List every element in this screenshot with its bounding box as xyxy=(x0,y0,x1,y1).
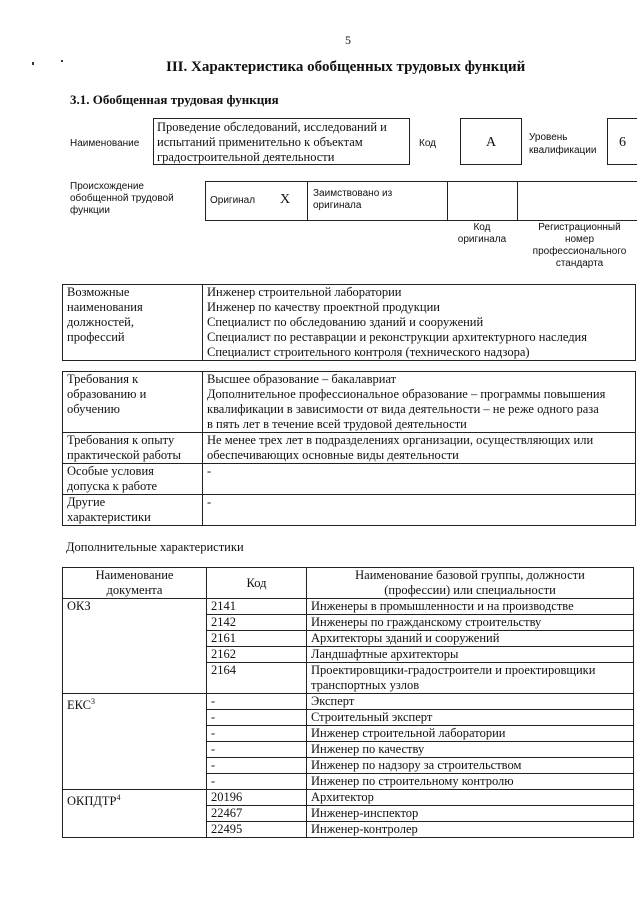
code-cell: - xyxy=(207,710,307,726)
original-mark: Х xyxy=(280,192,291,207)
name-cell: Инженеры по гражданскому строительству xyxy=(307,615,634,631)
code-cell: 22467 xyxy=(207,806,307,822)
name-cell: Эксперт xyxy=(307,694,634,710)
scan-speck xyxy=(32,62,34,65)
reg-caption: стандарта xyxy=(555,258,604,269)
gtf-level-value: 6 xyxy=(619,135,626,150)
header-name: Наименование базовой группы, должности (профессии) или специальности xyxy=(307,568,634,599)
subsection-title: 3.1. Обобщенная трудовая функция xyxy=(70,92,279,107)
additional-title: Дополнительные характеристики xyxy=(66,540,244,554)
origin-divider xyxy=(517,181,518,221)
gtf-name-line: градостроительной деятельности xyxy=(157,150,335,164)
code-cell: 20196 xyxy=(207,790,307,806)
borrowed-label: оригинала xyxy=(313,200,362,211)
position-item: Инженер по качеству проектной продукции xyxy=(207,300,440,314)
code-cell: - xyxy=(207,742,307,758)
code-cell: 2162 xyxy=(207,647,307,663)
positions-table xyxy=(62,284,636,361)
origin-label: обобщенной трудовой xyxy=(70,193,174,204)
admission-label: Особые условия допуска к работе xyxy=(63,464,203,495)
origin-label: Происхождение xyxy=(70,181,144,192)
name-cell: Инженер по надзору за строительством xyxy=(307,758,634,774)
position-item: Специалист по реставрации и реконструкции архитектурного наследия xyxy=(207,330,587,344)
code-cell: 22495 xyxy=(207,822,307,838)
code-cell: 2142 xyxy=(207,615,307,631)
table-row xyxy=(63,790,634,806)
document-cell: ЕКС$^3$ xyxy=(63,694,207,790)
position-item: Инженер строительной лаборатории xyxy=(207,285,402,299)
position-item: Специалист по обследованию зданий и сооружений xyxy=(207,315,484,329)
origin-divider xyxy=(307,181,308,221)
positions-label: Возможные наименования должностей, профессий xyxy=(63,285,203,361)
origin-table xyxy=(205,181,637,221)
code-cell: - xyxy=(207,758,307,774)
table-row xyxy=(63,599,634,615)
name-cell: Инженер-контролер xyxy=(307,822,634,838)
code-caption: оригинала xyxy=(457,234,507,245)
gtf-name-line: испытаний применительно к объектам xyxy=(157,135,363,149)
other-label: Другие характеристики xyxy=(63,495,203,526)
reg-caption: номер xyxy=(564,234,595,245)
origin-label: функции xyxy=(70,205,110,216)
name-cell: Инженер по строительному контролю xyxy=(307,774,634,790)
scan-speck xyxy=(61,60,63,62)
gtf-level-label: Уровень xyxy=(529,132,568,143)
education-value: Высшее образование – бакалавриат Дополнительное профессиональное образование – программы повышения квалификации в зависимости от вида деятельности – не реже одного раза в пять лет в течение всей трудовой деятельности xyxy=(203,372,636,433)
borrowed-label: Заимствовано из xyxy=(313,188,393,199)
gtf-code-label: Код xyxy=(419,138,437,149)
position-item: Специалист строительного контроля (технического надзора) xyxy=(207,345,530,359)
code-cell: 2161 xyxy=(207,631,307,647)
document-cell: ОКПДТР$^4$ xyxy=(63,790,207,838)
code-cell: - xyxy=(207,726,307,742)
name-cell: Архитекторы зданий и сооружений xyxy=(307,631,634,647)
positions-values xyxy=(203,285,636,361)
origin-divider xyxy=(447,181,448,221)
additional-table xyxy=(62,567,634,838)
gtf-code-value: А xyxy=(485,135,497,150)
name-cell: Строительный эксперт xyxy=(307,710,634,726)
name-cell: Проектировщики-градостроители и проектировщики транспортных узлов xyxy=(307,663,634,694)
name-cell: Ландшафтные архитекторы xyxy=(307,647,634,663)
name-cell: Инженер строительной лаборатории xyxy=(307,726,634,742)
page-number: 5 xyxy=(345,33,351,47)
name-cell: Архитектор xyxy=(307,790,634,806)
original-label: Оригинал xyxy=(210,195,256,206)
reg-caption: профессионального xyxy=(532,246,627,257)
experience-label: Требования к опыту практической работы xyxy=(63,433,203,464)
header-document: Наименование документа xyxy=(63,568,207,599)
gtf-name-line: Проведение обследований, исследований и xyxy=(157,120,387,134)
name-cell: Инженер по качеству xyxy=(307,742,634,758)
admission-value: - xyxy=(203,464,636,495)
code-cell: - xyxy=(207,774,307,790)
document-cell: ОКЗ xyxy=(63,599,207,694)
code-caption: Код xyxy=(473,222,491,233)
gtf-level-label: квалификации xyxy=(529,145,597,156)
gtf-name-label: Наименование xyxy=(70,138,140,149)
education-label: Требования к образованию и обучению xyxy=(63,372,203,433)
requirements-table xyxy=(62,371,636,526)
other-value: - xyxy=(203,495,636,526)
code-cell: 2141 xyxy=(207,599,307,615)
reg-caption: Регистрационный xyxy=(538,222,621,233)
section-title: III. Характеристика обобщенных трудовых функций xyxy=(166,59,526,75)
code-cell: 2164 xyxy=(207,663,307,694)
experience-value: Не менее трех лет в подразделениях организации, осуществляющих или обеспечивающих основные виды деятельности xyxy=(203,433,636,464)
table-row xyxy=(63,694,634,710)
name-cell: Инженер-инспектор xyxy=(307,806,634,822)
code-cell: - xyxy=(207,694,307,710)
name-cell: Инженеры в промышленности и на производстве xyxy=(307,599,634,615)
header-code: Код xyxy=(207,568,307,599)
